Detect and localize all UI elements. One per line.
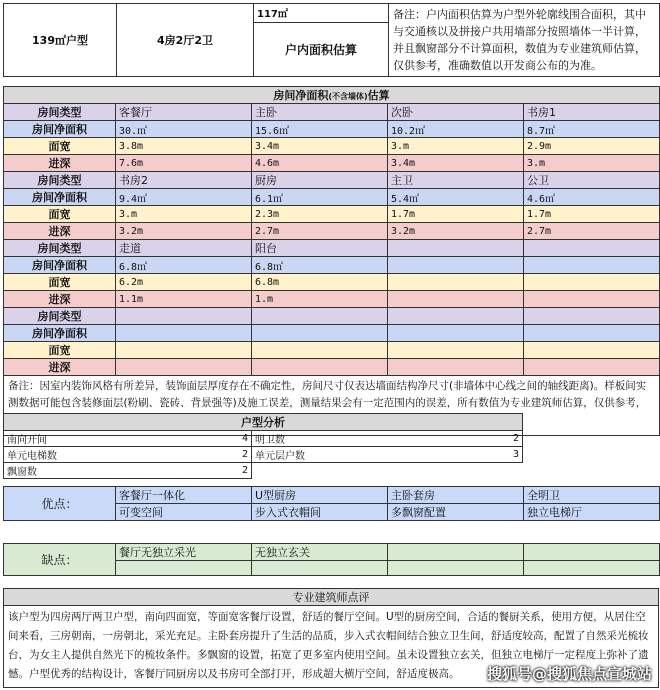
analysis-table bbox=[3, 413, 523, 479]
pros-item: 多飘窗配置 bbox=[388, 504, 524, 521]
room-type-cell: 主卧 bbox=[252, 104, 388, 121]
room-type-cell: 阳台 bbox=[252, 240, 388, 257]
room-type-cell bbox=[524, 308, 660, 325]
room-type-cell bbox=[116, 308, 252, 325]
row-label: 进深 bbox=[4, 223, 116, 240]
cons-item bbox=[252, 561, 388, 576]
header-table bbox=[3, 3, 660, 77]
room-row-area bbox=[4, 257, 660, 274]
cons-item bbox=[524, 561, 660, 576]
room-type-cell: 次卧 bbox=[388, 104, 524, 121]
room-area-cell: 15.6㎡ bbox=[252, 121, 388, 138]
rooms-table bbox=[3, 86, 660, 436]
room-area-cell: 6.1㎡ bbox=[252, 189, 388, 206]
room-width-cell: 6.8m bbox=[252, 274, 388, 291]
analysis-row bbox=[4, 447, 523, 463]
row-label: 面宽 bbox=[4, 274, 116, 291]
room-width-cell: 2.3m bbox=[252, 206, 388, 223]
cons-item bbox=[388, 561, 524, 576]
room-type-cell bbox=[388, 240, 524, 257]
analysis-label: 南向开间 bbox=[4, 431, 116, 447]
room-type-cell: 走道 bbox=[116, 240, 252, 257]
room-depth-cell bbox=[252, 359, 388, 376]
room-width-cell bbox=[388, 342, 524, 359]
row-label: 面宽 bbox=[4, 206, 116, 223]
cons-item: 餐厅无独立采光 bbox=[116, 544, 252, 561]
room-type-cell bbox=[388, 308, 524, 325]
pros-item: 全明卫 bbox=[524, 487, 660, 504]
row-label: 房间净面积 bbox=[4, 325, 116, 342]
cons-label: 缺点： bbox=[4, 544, 116, 576]
room-row-width bbox=[4, 274, 660, 291]
rooms-note: 备注：因室内装饰风格有所差异，装饰面层厚度存在不确定性，房间尺寸仅表达墙面结构净尺寸(非墙体中心线之间的轴线距离)。样板间实测数据可能包含装修面层(粉刷、瓷砖、背景强等)及施工误差，测量结果会有一定范围内的误差，所有数值为专业建筑师估算，仅供参考， bbox=[4, 376, 660, 436]
rooms-title: 房间净面积(不含墙体)估算 bbox=[4, 87, 660, 104]
room-depth-cell: 3.m bbox=[524, 155, 660, 172]
room-type-cell: 书房1 bbox=[524, 104, 660, 121]
analysis-label: 飘窗数 bbox=[4, 463, 116, 479]
room-width-cell bbox=[524, 274, 660, 291]
row-label: 房间类型 bbox=[4, 172, 116, 189]
room-depth-cell: 3.2m bbox=[388, 223, 524, 240]
room-row-area bbox=[4, 189, 660, 206]
row-label: 房间净面积 bbox=[4, 257, 116, 274]
analysis-row bbox=[4, 431, 523, 447]
area-value: 117㎡ bbox=[254, 4, 389, 23]
room-type-cell: 主卫 bbox=[388, 172, 524, 189]
room-area-cell: 6.8㎡ bbox=[116, 257, 252, 274]
room-width-cell: 3.m bbox=[116, 206, 252, 223]
room-area-cell: 30.㎡ bbox=[116, 121, 252, 138]
analysis-title: 户型分析 bbox=[4, 414, 523, 431]
room-width-cell: 3.8m bbox=[116, 138, 252, 155]
unit-size: 139㎡户型 bbox=[4, 4, 117, 77]
room-width-cell bbox=[388, 274, 524, 291]
watermark: 搜狐号@搜狐焦点宣城站 bbox=[486, 665, 652, 683]
review-title: 专业建筑师点评 bbox=[4, 589, 659, 606]
pros-item: 独立电梯厅 bbox=[524, 504, 660, 521]
analysis-value: 3 bbox=[387, 447, 523, 463]
analysis-label: 单元电梯数 bbox=[4, 447, 116, 463]
row-label: 进深 bbox=[4, 359, 116, 376]
room-type-cell: 厨房 bbox=[252, 172, 388, 189]
room-area-cell: 5.4㎡ bbox=[388, 189, 524, 206]
analysis-value: 2 bbox=[116, 447, 252, 463]
pros-item: 客餐厅一体化 bbox=[116, 487, 252, 504]
room-depth-cell bbox=[524, 359, 660, 376]
room-row-type bbox=[4, 240, 660, 257]
room-row-width bbox=[4, 206, 660, 223]
room-depth-cell: 1.1m bbox=[116, 291, 252, 308]
room-width-cell: 3.m bbox=[388, 138, 524, 155]
row-label: 房间类型 bbox=[4, 240, 116, 257]
row-label: 进深 bbox=[4, 291, 116, 308]
room-depth-cell: 1.m bbox=[252, 291, 388, 308]
room-area-cell: 9.4㎡ bbox=[116, 189, 252, 206]
room-type-cell: 公卫 bbox=[524, 172, 660, 189]
room-type-cell bbox=[252, 308, 388, 325]
room-row-depth bbox=[4, 155, 660, 172]
room-depth-cell: 2.7m bbox=[252, 223, 388, 240]
cons-item bbox=[388, 544, 524, 561]
analysis-label: 单元层户数 bbox=[252, 447, 387, 463]
room-area-cell bbox=[524, 257, 660, 274]
room-depth-cell: 3.4m bbox=[388, 155, 524, 172]
room-row-depth bbox=[4, 223, 660, 240]
pros-item: 可变空间 bbox=[116, 504, 252, 521]
row-label: 房间净面积 bbox=[4, 189, 116, 206]
room-row-width bbox=[4, 342, 660, 359]
room-area-cell bbox=[524, 325, 660, 342]
room-width-cell: 2.9m bbox=[524, 138, 660, 155]
room-area-cell: 10.2㎡ bbox=[388, 121, 524, 138]
room-width-cell bbox=[252, 342, 388, 359]
pros-item: 步入式衣帽间 bbox=[252, 504, 388, 521]
room-area-cell: 6.8㎡ bbox=[252, 257, 388, 274]
room-depth-cell: 4.6m bbox=[252, 155, 388, 172]
analysis-value: 2 bbox=[387, 431, 523, 447]
room-row-area bbox=[4, 325, 660, 342]
row-label: 房间类型 bbox=[4, 308, 116, 325]
row-label: 房间净面积 bbox=[4, 121, 116, 138]
room-row-type bbox=[4, 308, 660, 325]
room-area-cell: 4.6㎡ bbox=[524, 189, 660, 206]
room-width-cell: 6.2m bbox=[116, 274, 252, 291]
room-depth-cell bbox=[388, 359, 524, 376]
room-width-cell: 1.7m bbox=[388, 206, 524, 223]
room-depth-cell bbox=[116, 359, 252, 376]
room-width-cell: 1.7m bbox=[524, 206, 660, 223]
room-row-width bbox=[4, 138, 660, 155]
room-area-cell bbox=[388, 325, 524, 342]
row-label: 房间类型 bbox=[4, 104, 116, 121]
room-width-cell: 3.4m bbox=[252, 138, 388, 155]
cons-item: 无独立玄关 bbox=[252, 544, 388, 561]
review-text: 该户型为四房两厅两卫户型，南向四面宽，等面宽客餐厅设置，舒适的餐厅空间。U型的厨房空间，合适的餐厨关系，使用方便，从居住空间来看，三房朝南，一房朝北，采光充足。主卧套房提升了生活的品质，步入式衣帽间结合独立卫生间，舒适度较高，配置了自然采光梳妆台，为女主人提供自然光下的梳妆条件。多飘窗的设置，拓宽了更多室内使用空间。虽未设置独立玄关，但独立电梯厅一定程度上弥补了遗憾。户型优秀的结构设计，客餐厅同厨房以及书房可全部打开，形成超大横厅空间，舒适度极高。 bbox=[4, 606, 659, 688]
room-row-depth bbox=[4, 359, 660, 376]
room-depth-cell bbox=[524, 291, 660, 308]
area-label: 户内面积估算 bbox=[254, 22, 389, 76]
room-width-cell bbox=[524, 342, 660, 359]
analysis-row bbox=[4, 463, 523, 479]
room-depth-cell: 2.7m bbox=[524, 223, 660, 240]
room-type-cell bbox=[524, 240, 660, 257]
room-area-cell bbox=[388, 257, 524, 274]
room-depth-cell: 3.2m bbox=[116, 223, 252, 240]
pros-item: 主卧套房 bbox=[388, 487, 524, 504]
room-width-cell bbox=[116, 342, 252, 359]
room-row-area bbox=[4, 121, 660, 138]
pros-item: U型厨房 bbox=[252, 487, 388, 504]
analysis-value: 4 bbox=[116, 431, 252, 447]
area-note: 备注：户内面积估算为户型外轮廓线围合面积，其中与交通核以及拼接户共用墙部分按照墙体一半计算，并且飘窗部分不计算面积，数值为专业建筑师估算，仅供参考，准确数值以开发商公布的为准。 bbox=[389, 4, 660, 77]
pros-table bbox=[3, 486, 660, 521]
row-label: 面宽 bbox=[4, 342, 116, 359]
unit-layout: 4房2厅2卫 bbox=[117, 4, 254, 77]
room-row-depth bbox=[4, 291, 660, 308]
pros-label: 优点： bbox=[4, 487, 116, 521]
room-type-cell: 客餐厅 bbox=[116, 104, 252, 121]
room-area-cell bbox=[252, 325, 388, 342]
cons-item bbox=[524, 544, 660, 561]
row-label: 进深 bbox=[4, 155, 116, 172]
room-area-cell bbox=[116, 325, 252, 342]
room-area-cell: 8.7㎡ bbox=[524, 121, 660, 138]
analysis-label: 明卫数 bbox=[252, 431, 387, 447]
cons-table bbox=[3, 543, 660, 576]
cons-item bbox=[116, 561, 252, 576]
room-row-type bbox=[4, 172, 660, 189]
room-depth-cell: 7.6m bbox=[116, 155, 252, 172]
analysis-value: 2 bbox=[116, 463, 252, 479]
room-row-type bbox=[4, 104, 660, 121]
row-label: 面宽 bbox=[4, 138, 116, 155]
room-type-cell: 书房2 bbox=[116, 172, 252, 189]
room-depth-cell bbox=[388, 291, 524, 308]
